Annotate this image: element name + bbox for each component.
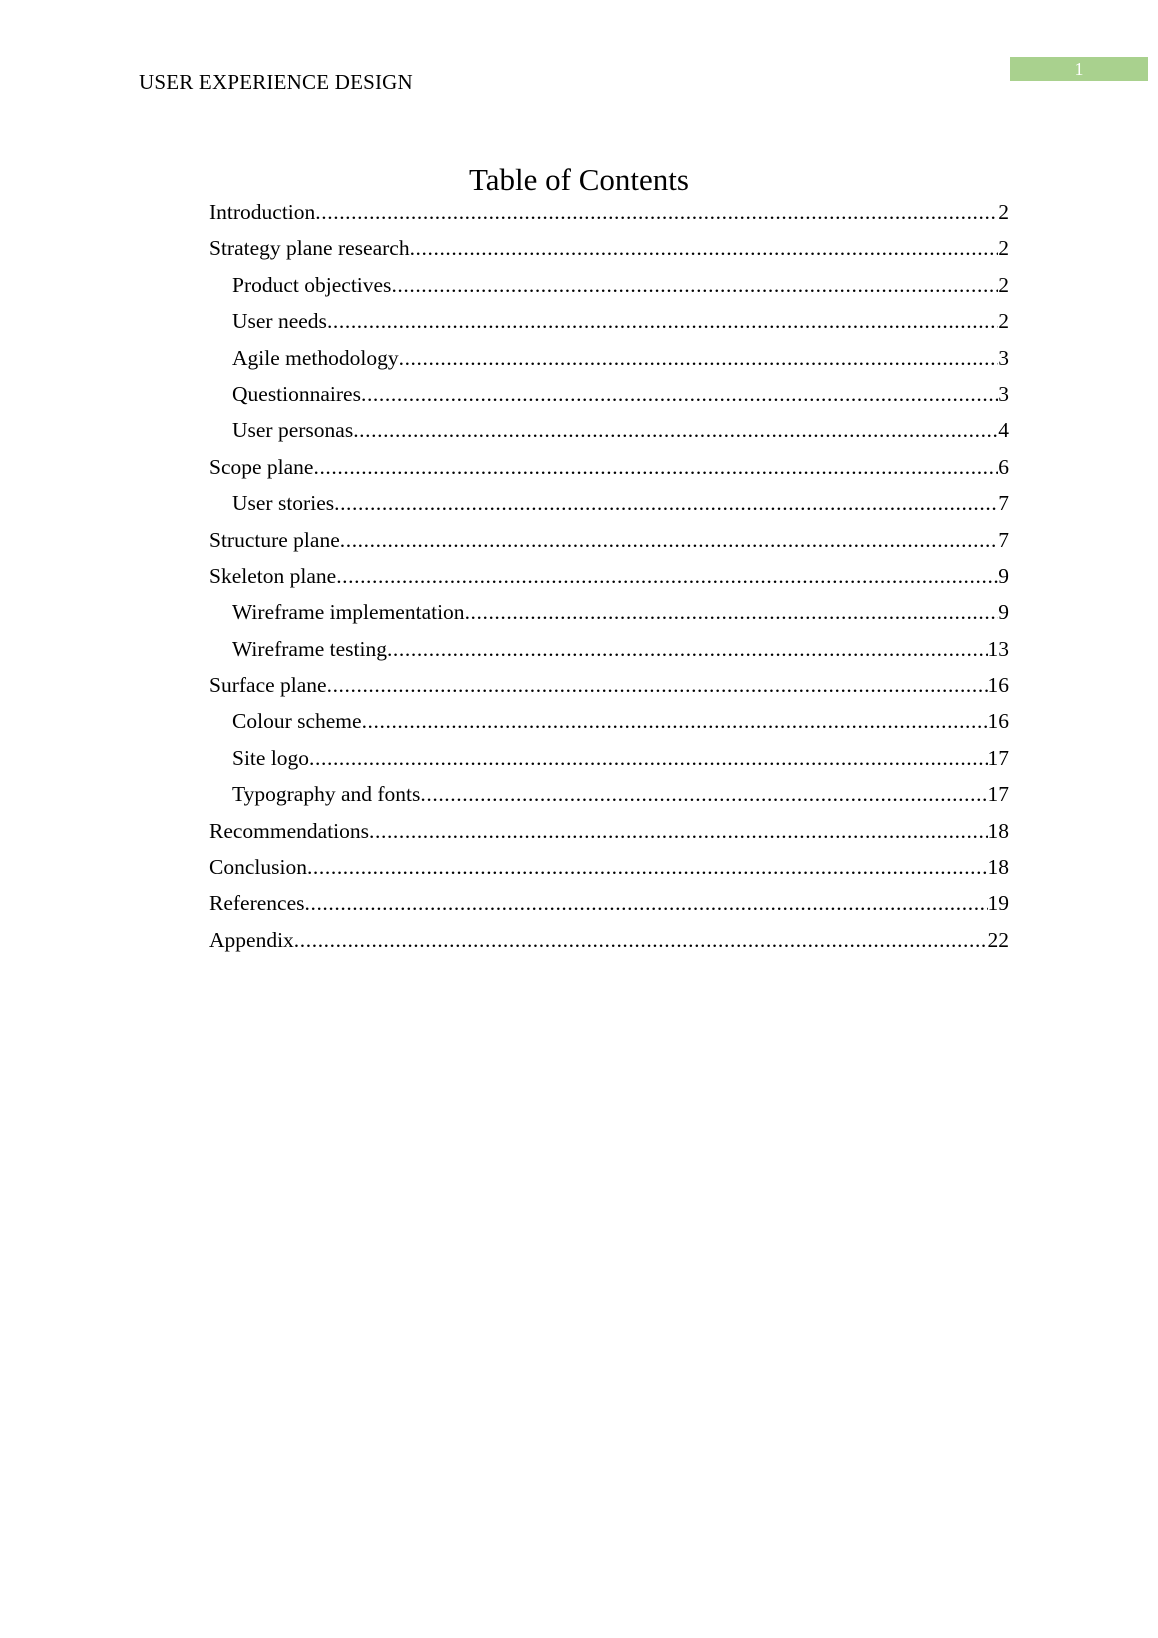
dot-leader [309, 740, 987, 776]
toc-entry-label: Surface plane [209, 673, 327, 698]
toc-entry-page: 6 [998, 454, 1009, 479]
toc-entry-surface-plane[interactable] [209, 667, 1009, 703]
dot-leader [340, 522, 999, 558]
toc-entry-page: 7 [998, 527, 1009, 552]
toc-entry-page: 18 [987, 818, 1009, 843]
toc-entry-page: 2 [998, 200, 1009, 224]
dot-leader [334, 485, 998, 521]
toc-entry-introduction[interactable] [209, 194, 1009, 230]
toc-title: Table of Contents [469, 162, 689, 197]
toc-entry-structure-plane[interactable] [209, 522, 1009, 558]
toc-entry-label: Site logo [232, 745, 310, 770]
dot-leader [420, 776, 987, 812]
toc-entry-page: 13 [987, 636, 1009, 661]
toc-entry-questionnaires[interactable] [209, 376, 1009, 412]
toc-entry-page: 9 [998, 563, 1009, 588]
toc-entry-agile-methodology[interactable] [209, 340, 1009, 376]
dot-leader [313, 449, 998, 485]
toc-entry-page: 19 [987, 891, 1009, 916]
toc-entry-page: 9 [998, 600, 1009, 625]
toc-entry-label: Questionnaires [232, 381, 361, 406]
dot-leader [327, 303, 998, 339]
toc-entry-conclusion[interactable] [209, 849, 1009, 885]
toc-entry-page: 22 [987, 927, 1009, 952]
toc-entry-typography-and-fonts[interactable] [209, 776, 1009, 812]
dot-leader [305, 885, 988, 921]
toc-entry-page: 2 [998, 272, 1009, 297]
dot-leader [327, 667, 988, 703]
toc-entry-page: 17 [987, 745, 1009, 770]
toc-entry-page: 17 [987, 782, 1009, 807]
toc-entry-label: User stories [232, 491, 335, 516]
toc-entry-label: Strategy plane research [209, 236, 410, 261]
toc-entry-colour-scheme[interactable] [209, 703, 1009, 739]
toc-entry-label: Wireframe implementation [232, 600, 465, 625]
dot-leader [362, 703, 988, 739]
dot-leader [399, 340, 999, 376]
toc-entry-label: Structure plane [209, 527, 340, 552]
toc-entry-page: 4 [998, 418, 1009, 443]
toc-entry-scope-plane[interactable] [209, 449, 1009, 485]
page-number: 1 [1010, 57, 1148, 81]
dot-leader [361, 376, 998, 412]
toc-entry-wireframe-testing[interactable] [209, 631, 1009, 667]
toc-entry-wireframe-implementation[interactable] [209, 594, 1009, 630]
dot-leader [387, 631, 988, 667]
toc-entry-label: Conclusion [209, 855, 307, 880]
toc-entry-product-objectives[interactable] [209, 267, 1009, 303]
dot-leader [369, 813, 987, 849]
toc-entry-references[interactable] [209, 885, 1009, 921]
toc-entry-skeleton-plane[interactable] [209, 558, 1009, 594]
dot-leader [391, 267, 998, 303]
toc-entry-page: 2 [998, 309, 1009, 334]
toc-entry-user-stories[interactable] [209, 485, 1009, 521]
toc-entry-page: 7 [998, 491, 1009, 516]
dot-leader [410, 230, 999, 266]
toc-entry-site-logo[interactable] [209, 740, 1009, 776]
running-header: USER EXPERIENCE DESIGN [139, 70, 413, 94]
dot-leader [465, 594, 999, 630]
toc-entry-label: User needs [232, 309, 327, 334]
toc-entry-page: 18 [987, 855, 1009, 880]
dot-leader [294, 922, 988, 958]
toc-entry-label: Recommendations [209, 818, 370, 843]
toc-entry-label: Agile methodology [232, 345, 399, 370]
toc-entry-strategy-plane-research[interactable] [209, 230, 1009, 266]
toc-entry-page: 3 [998, 345, 1009, 370]
toc-entry-page: 16 [987, 709, 1009, 734]
toc-entry-recommendations[interactable] [209, 813, 1009, 849]
dot-leader [307, 849, 988, 885]
toc-entry-label: Appendix [209, 927, 294, 952]
toc-entry-label: Introduction [209, 200, 316, 224]
toc-entry-label: Scope plane [209, 454, 314, 479]
toc-entry-label: Typography and fonts [232, 782, 421, 807]
toc-entry-appendix[interactable] [209, 922, 1009, 958]
table-of-contents [209, 194, 1009, 958]
toc-entry-label: Product objectives [232, 272, 392, 297]
toc-entry-page: 3 [998, 381, 1009, 406]
toc-entry-label: User personas [232, 418, 354, 443]
toc-entry-page: 16 [987, 673, 1009, 698]
toc-entry-label: Wireframe testing [232, 636, 387, 661]
dot-leader [336, 558, 998, 594]
dot-leader [315, 194, 998, 230]
toc-entry-user-needs[interactable] [209, 303, 1009, 339]
dot-leader [353, 412, 998, 448]
toc-entry-page: 2 [998, 236, 1009, 261]
toc-entry-label: Skeleton plane [209, 563, 337, 588]
toc-entry-label: References [209, 891, 305, 916]
toc-entry-user-personas[interactable] [209, 412, 1009, 448]
toc-entry-label: Colour scheme [232, 709, 362, 734]
